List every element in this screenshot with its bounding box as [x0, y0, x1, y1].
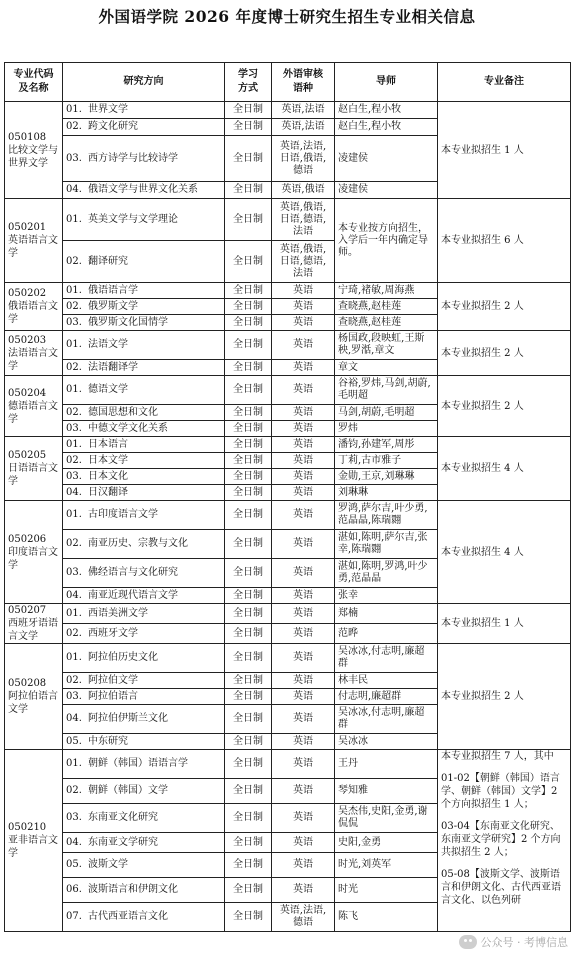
direction-cell — [63, 604, 225, 624]
document-title: 外国语学院 2026 年度博士研究生招生专业相关信息 — [98, 7, 476, 26]
direction-name: 阿拉伯语言 — [88, 690, 138, 702]
header-code: 专业代码 及名称 — [5, 63, 63, 102]
language-cell: 英语 — [272, 360, 335, 376]
study-mode-cell: 全日制 — [225, 903, 272, 932]
direction-name: 日本文学 — [88, 454, 128, 466]
major-code: 050207 — [8, 605, 47, 616]
major-note-cell — [438, 750, 571, 932]
direction-name: 古代西亚语言文化 — [88, 911, 168, 922]
direction-cell — [63, 673, 225, 689]
direction-index: 02. — [66, 406, 82, 418]
direction-name: 俄语语言学 — [88, 284, 138, 296]
tutor-cell: 时光 — [335, 878, 438, 903]
language-cell: 英语,法语 — [272, 119, 335, 136]
major-name: 西班牙语语言文学 — [8, 618, 58, 642]
major-code: 050201 — [8, 222, 47, 233]
tutor-cell: 付志明,廉超群 — [335, 689, 438, 705]
study-mode-cell: 全日制 — [225, 779, 272, 804]
tutor-cell: 宁琦,褚敏,周海燕 — [335, 283, 438, 299]
tutor-cell: 本专业按方向招生，入学后一年内确定导师。 — [335, 199, 438, 283]
header-mode: 学习 方式 — [225, 63, 272, 102]
direction-cell — [63, 437, 225, 453]
table-row — [5, 102, 571, 119]
language-cell: 英语 — [272, 705, 335, 734]
direction-index: 02. — [66, 538, 82, 549]
major-note-cell — [438, 376, 571, 437]
study-mode-cell: 全日制 — [225, 469, 272, 485]
direction-index: 01. — [66, 652, 82, 663]
study-mode-cell: 全日制 — [225, 119, 272, 136]
direction-cell — [63, 750, 225, 779]
table-header-row — [5, 63, 571, 102]
major-code: 050210 — [8, 822, 47, 833]
direction-name: 波斯文学 — [88, 859, 128, 870]
major-note-cell — [438, 644, 571, 750]
wechat-icon — [459, 935, 477, 949]
tutor-cell: 查晓燕,赵桂莲 — [335, 315, 438, 331]
direction-name: 佛经语言与文化研究 — [88, 567, 178, 578]
direction-index: 04. — [66, 713, 82, 724]
direction-cell — [63, 485, 225, 501]
tutor-cell: 史阳,金勇 — [335, 833, 438, 853]
major-code-cell — [5, 331, 63, 376]
direction-name: 日本语言 — [88, 438, 128, 450]
watermark-text: 公众号 · 考博信息 — [480, 936, 568, 949]
direction-index: 03. — [66, 812, 82, 823]
language-cell: 英语 — [272, 469, 335, 485]
study-mode-cell: 全日制 — [225, 299, 272, 315]
direction-index: 02. — [66, 255, 82, 267]
direction-cell — [63, 878, 225, 903]
major-code: 050203 — [8, 334, 47, 346]
major-note-cell — [438, 102, 571, 199]
direction-name: 阿拉伯伊斯兰文化 — [88, 713, 168, 724]
direction-cell — [63, 405, 225, 421]
direction-cell — [63, 315, 225, 331]
study-mode-cell: 全日制 — [225, 376, 272, 405]
table-row — [5, 199, 571, 241]
direction-index: 01. — [66, 339, 82, 350]
direction-cell — [63, 804, 225, 833]
tutor-cell: 湛如,陈明,罗鸿,叶少勇,范晶晶 — [335, 559, 438, 588]
direction-index: 05. — [66, 735, 82, 747]
tutor-cell: 凌建侯 — [335, 182, 438, 199]
major-name: 亚非语言文学 — [8, 835, 58, 859]
note-line: 本专业拟招生 4 人 — [441, 546, 524, 558]
direction-name: 俄罗斯文化国情学 — [88, 316, 168, 328]
direction-cell — [63, 136, 225, 182]
language-cell: 英语 — [272, 804, 335, 833]
language-cell: 英语 — [272, 299, 335, 315]
direction-name: 俄罗斯文学 — [88, 300, 138, 312]
direction-cell — [63, 833, 225, 853]
table-row — [5, 331, 571, 360]
direction-name: 南亚历史、宗教与文化 — [88, 538, 188, 549]
direction-name: 东南亚文学研究 — [88, 836, 158, 848]
note-line: 本专业拟招生 2 人 — [441, 400, 524, 412]
language-cell: 英语,法语,日语,俄语,德语 — [272, 136, 335, 182]
direction-index: 02. — [66, 361, 82, 373]
table-row — [5, 501, 571, 530]
major-name: 法语语言文学 — [8, 347, 58, 372]
table-row — [5, 750, 571, 779]
direction-name: 西方诗学与比较诗学 — [88, 152, 178, 164]
major-code: 050204 — [8, 387, 47, 399]
language-cell: 英语,法语 — [272, 102, 335, 119]
major-code-cell — [5, 102, 63, 199]
language-cell: 英语 — [272, 315, 335, 331]
language-cell: 英语 — [272, 673, 335, 689]
direction-cell — [63, 360, 225, 376]
tutor-cell: 吴冰冰,付志明,廉超群 — [335, 705, 438, 734]
language-cell: 英语 — [272, 878, 335, 903]
direction-cell — [63, 182, 225, 199]
direction-cell — [63, 501, 225, 530]
major-note-cell — [438, 604, 571, 644]
study-mode-cell: 全日制 — [225, 604, 272, 624]
direction-name: 波斯语言和伊朗文化 — [88, 884, 178, 895]
study-mode-cell: 全日制 — [225, 136, 272, 182]
tutor-cell: 查晓燕,赵桂莲 — [335, 299, 438, 315]
direction-index: 02. — [66, 454, 82, 466]
language-cell: 英语 — [272, 779, 335, 804]
direction-index: 06. — [66, 884, 82, 895]
direction-index: 02. — [66, 674, 82, 686]
direction-index: 02. — [66, 300, 82, 312]
language-cell: 英语 — [272, 331, 335, 360]
tutor-cell: 吴冰冰 — [335, 734, 438, 750]
direction-cell — [63, 102, 225, 119]
direction-name: 西语美洲文学 — [88, 607, 148, 619]
note-line: 本专业拟招生 1 人 — [441, 618, 524, 629]
language-cell: 英语 — [272, 689, 335, 705]
study-mode-cell: 全日制 — [225, 331, 272, 360]
direction-cell — [63, 241, 225, 283]
direction-cell — [63, 624, 225, 644]
direction-index: 02. — [66, 627, 82, 639]
major-note-cell — [438, 501, 571, 604]
study-mode-cell: 全日制 — [225, 644, 272, 673]
study-mode-cell: 全日制 — [225, 734, 272, 750]
header-direction: 研究方向 — [63, 63, 225, 102]
study-mode-cell: 全日制 — [225, 501, 272, 530]
direction-index: 03. — [66, 422, 82, 434]
table-body — [5, 102, 571, 932]
header-lang: 外语审核 语种 — [272, 63, 335, 102]
language-cell: 英语 — [272, 376, 335, 405]
study-mode-cell: 全日制 — [225, 405, 272, 421]
tutor-cell: 凌建侯 — [335, 136, 438, 182]
note-line: 本专业拟招生 1 人 — [441, 144, 524, 156]
study-mode-cell: 全日制 — [225, 705, 272, 734]
major-code-cell — [5, 376, 63, 437]
direction-cell — [63, 530, 225, 559]
major-code-cell — [5, 750, 63, 932]
direction-index: 03. — [66, 567, 82, 578]
direction-name: 东南亚文化研究 — [88, 812, 158, 823]
direction-name: 法语文学 — [88, 339, 128, 350]
tutor-cell: 张幸 — [335, 588, 438, 604]
direction-index: 01. — [66, 104, 82, 115]
direction-index: 03. — [66, 152, 82, 164]
major-code-cell — [5, 283, 63, 331]
study-mode-cell: 全日制 — [225, 853, 272, 878]
direction-cell — [63, 559, 225, 588]
direction-name: 阿拉伯历史文化 — [88, 652, 158, 663]
language-cell: 英语 — [272, 530, 335, 559]
study-mode-cell: 全日制 — [225, 673, 272, 689]
language-cell: 英语 — [272, 853, 335, 878]
major-name: 印度语言文学 — [8, 546, 58, 571]
major-code: 050108 — [8, 131, 47, 143]
tutor-cell: 罗鸿,萨尔吉,叶少勇,范晶晶,陈瑞翾 — [335, 501, 438, 530]
study-mode-cell: 全日制 — [225, 833, 272, 853]
tutor-cell: 罗炜 — [335, 421, 438, 437]
direction-name: 阿拉伯文学 — [88, 674, 138, 686]
note-line: 本专业拟招生 2 人 — [441, 301, 524, 312]
language-cell: 英语 — [272, 405, 335, 421]
language-cell: 英语 — [272, 501, 335, 530]
table-row — [5, 376, 571, 405]
direction-index: 02. — [66, 785, 82, 796]
direction-cell — [63, 119, 225, 136]
study-mode-cell: 全日制 — [225, 199, 272, 241]
study-mode-cell: 全日制 — [225, 437, 272, 453]
major-code-cell — [5, 501, 63, 604]
direction-index: 01. — [66, 758, 82, 769]
language-cell: 英语,俄语,日语,德语,法语 — [272, 241, 335, 283]
tutor-cell: 赵白生,程小牧 — [335, 102, 438, 119]
language-cell: 英语 — [272, 559, 335, 588]
language-cell: 英语 — [272, 644, 335, 673]
direction-index: 07. — [66, 911, 82, 922]
tutor-cell: 潘钧,孙建军,周彤 — [335, 437, 438, 453]
direction-name: 朝鲜（韩国）文学 — [88, 785, 168, 796]
tutor-cell: 丁莉,古市雅子 — [335, 453, 438, 469]
direction-index: 04. — [66, 589, 82, 601]
language-cell: 英语 — [272, 624, 335, 644]
direction-name: 英美文学与文学理论 — [88, 213, 178, 225]
tutor-cell: 湛如,陈明,萨尔吉,张幸,陈瑞翾 — [335, 530, 438, 559]
tutor-cell: 吴冰冰,付志明,廉超群 — [335, 644, 438, 673]
major-name: 比较文学与世界文学 — [8, 144, 58, 169]
direction-cell — [63, 283, 225, 299]
study-mode-cell: 全日制 — [225, 421, 272, 437]
direction-cell — [63, 689, 225, 705]
direction-name: 法语翻译学 — [88, 361, 138, 373]
study-mode-cell: 全日制 — [225, 485, 272, 501]
direction-index: 04. — [66, 486, 82, 498]
direction-cell — [63, 588, 225, 604]
direction-name: 朝鲜（韩国）语语言学 — [88, 758, 188, 769]
study-mode-cell: 全日制 — [225, 360, 272, 376]
language-cell: 英语 — [272, 421, 335, 437]
table-row — [5, 604, 571, 624]
direction-cell — [63, 421, 225, 437]
direction-name: 古印度语言文学 — [88, 509, 158, 520]
language-cell: 英语 — [272, 453, 335, 469]
watermark — [459, 934, 569, 950]
direction-index: 03. — [66, 316, 82, 328]
direction-index: 05. — [66, 859, 82, 870]
tutor-cell: 赵白生,程小牧 — [335, 119, 438, 136]
language-cell: 英语 — [272, 734, 335, 750]
direction-index: 01. — [66, 607, 82, 619]
direction-cell — [63, 779, 225, 804]
tutor-cell: 陈飞 — [335, 903, 438, 932]
study-mode-cell: 全日制 — [225, 750, 272, 779]
direction-name: 南亚近现代语言文学 — [88, 589, 178, 601]
language-cell: 英语 — [272, 833, 335, 853]
direction-index: 04. — [66, 836, 82, 848]
table-row — [5, 644, 571, 673]
direction-cell — [63, 299, 225, 315]
note-line: 03-04【东南亚文化研究、东南亚文学研究】2 个方向共拟招生 2 人； — [441, 821, 561, 858]
direction-cell — [63, 331, 225, 360]
direction-name: 西班牙文学 — [88, 627, 138, 639]
direction-cell — [63, 705, 225, 734]
tutor-cell: 金勋,王京,刘琳琳 — [335, 469, 438, 485]
study-mode-cell: 全日制 — [225, 241, 272, 283]
direction-index: 01. — [66, 384, 82, 395]
direction-cell — [63, 644, 225, 673]
language-cell: 英语 — [272, 437, 335, 453]
direction-index: 01. — [66, 509, 82, 520]
direction-index: 03. — [66, 470, 82, 482]
major-name: 英语语言文学 — [8, 235, 58, 259]
major-code-cell — [5, 437, 63, 501]
tutor-cell: 时光,刘英军 — [335, 853, 438, 878]
study-mode-cell: 全日制 — [225, 588, 272, 604]
note-line: 本专业拟招生 4 人 — [441, 463, 524, 474]
major-note-cell — [438, 199, 571, 283]
direction-cell — [63, 469, 225, 485]
tutor-cell: 章文 — [335, 360, 438, 376]
major-code: 050208 — [8, 678, 47, 689]
direction-name: 俄语文学与世界文化关系 — [88, 184, 198, 195]
note-line: 本专业拟招生 7 人，其中 — [441, 751, 554, 762]
tutor-cell: 林丰民 — [335, 673, 438, 689]
note-line: 05-08【波斯文学、波斯语言和伊朗文化、古代西亚语言文化、以色列研 — [441, 869, 561, 906]
tutor-cell: 刘琳琳 — [335, 485, 438, 501]
tutor-cell: 郑楠 — [335, 604, 438, 624]
tutor-cell: 范晔 — [335, 624, 438, 644]
language-cell: 英语 — [272, 283, 335, 299]
major-note-cell — [438, 437, 571, 501]
direction-index: 01. — [66, 284, 82, 296]
study-mode-cell: 全日制 — [225, 624, 272, 644]
study-mode-cell: 全日制 — [225, 283, 272, 299]
study-mode-cell: 全日制 — [225, 182, 272, 199]
major-code: 050202 — [8, 288, 47, 299]
study-mode-cell: 全日制 — [225, 315, 272, 331]
header-note: 专业备注 — [438, 63, 571, 102]
direction-name: 翻译研究 — [88, 255, 128, 267]
table-row — [5, 283, 571, 299]
major-code-cell — [5, 644, 63, 750]
direction-cell — [63, 903, 225, 932]
tutor-cell: 王丹 — [335, 750, 438, 779]
direction-name: 跨文化研究 — [88, 121, 138, 132]
direction-name: 中东研究 — [88, 735, 128, 747]
direction-index: 01. — [66, 438, 82, 450]
note-line: 本专业拟招生 6 人 — [441, 235, 524, 246]
direction-cell — [63, 376, 225, 405]
major-name: 日语语言文学 — [8, 463, 58, 487]
language-cell: 英语,法语,德语 — [272, 903, 335, 932]
note-line: 本专业拟招生 2 人 — [441, 347, 524, 359]
tutor-cell: 谷裕,罗炜,马剑,胡蔚,毛明超 — [335, 376, 438, 405]
language-cell: 英语 — [272, 750, 335, 779]
study-mode-cell: 全日制 — [225, 102, 272, 119]
study-mode-cell: 全日制 — [225, 804, 272, 833]
direction-cell — [63, 734, 225, 750]
note-line: 01-02【朝鲜（韩国）语言学、朝鲜（韩国）文学】2 个方向拟招生 1 人； — [441, 773, 560, 810]
direction-name: 日本文化 — [88, 470, 128, 482]
study-mode-cell: 全日制 — [225, 559, 272, 588]
tutor-cell: 吴杰伟,史阳,金勇,谢侃侃 — [335, 804, 438, 833]
major-code-cell — [5, 199, 63, 283]
language-cell: 英语,俄语,日语,德语,法语 — [272, 199, 335, 241]
study-mode-cell: 全日制 — [225, 530, 272, 559]
language-cell: 英语,俄语 — [272, 182, 335, 199]
direction-index: 04. — [66, 184, 82, 195]
major-code: 050205 — [8, 450, 47, 461]
major-code: 050206 — [8, 533, 47, 545]
table-row — [5, 437, 571, 453]
language-cell: 英语 — [272, 588, 335, 604]
study-mode-cell: 全日制 — [225, 878, 272, 903]
direction-name: 日汉翻译 — [88, 486, 128, 498]
major-name: 阿拉伯语言文学 — [8, 691, 58, 715]
language-cell: 英语 — [272, 604, 335, 624]
tutor-cell: 琴知雅 — [335, 779, 438, 804]
direction-name: 中德文学文化关系 — [88, 422, 168, 434]
major-note-cell — [438, 283, 571, 331]
study-mode-cell: 全日制 — [225, 689, 272, 705]
major-code-cell — [5, 604, 63, 644]
note-line: 本专业拟招生 2 人 — [441, 691, 524, 702]
direction-index: 01. — [66, 213, 82, 225]
direction-cell — [63, 453, 225, 469]
major-name: 俄语语言文学 — [8, 301, 58, 325]
tutor-cell: 杨国政,段映虹,王斯秧,罗湉,章文 — [335, 331, 438, 360]
direction-index: 02. — [66, 121, 82, 132]
major-note-cell — [438, 331, 571, 376]
tutor-cell: 马剑,胡蔚,毛明超 — [335, 405, 438, 421]
direction-name: 德国思想和文化 — [88, 406, 158, 418]
major-name: 德语语言文学 — [8, 400, 58, 425]
direction-name: 世界文学 — [88, 104, 128, 115]
direction-index: 03. — [66, 690, 82, 702]
header-tutor: 导师 — [335, 63, 438, 102]
admissions-table — [4, 62, 571, 932]
direction-name: 德语文学 — [88, 384, 128, 395]
direction-cell — [63, 199, 225, 241]
study-mode-cell: 全日制 — [225, 453, 272, 469]
language-cell: 英语 — [272, 485, 335, 501]
direction-cell — [63, 853, 225, 878]
